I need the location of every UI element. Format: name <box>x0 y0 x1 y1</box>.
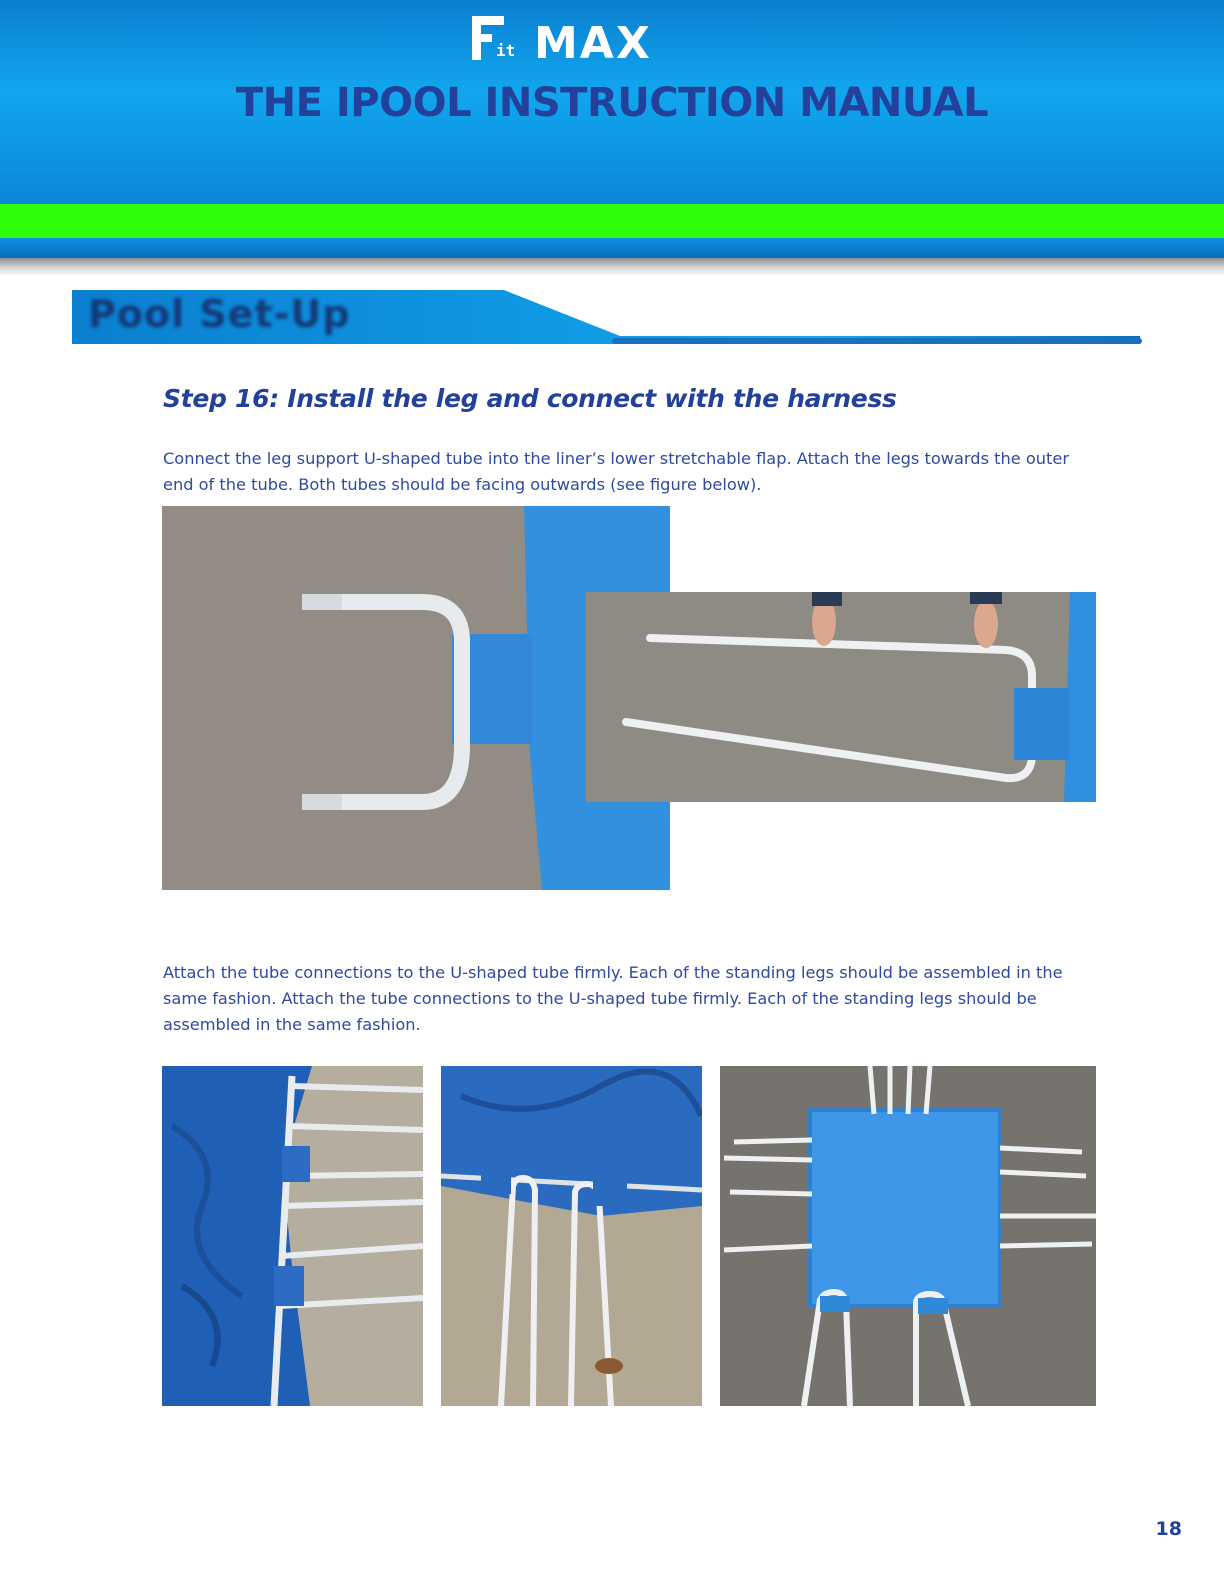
instruction-paragraph-1: Connect the leg support U-shaped tube into the liner’s lower stretchable flap. Attach the legs towards the outer end of the tube. Both tubes should be facing outwards (see figure below). <box>163 449 1069 494</box>
step-heading: Step 16: Install the leg and connect with the harness <box>163 384 897 413</box>
blue-accent-band <box>0 238 1224 258</box>
legs-closeup-photo <box>441 1066 702 1406</box>
header-shadow <box>0 258 1224 276</box>
page-number: 18 <box>1155 1518 1182 1540</box>
page-header <box>0 0 1224 204</box>
u-tube-held-by-hands-photo <box>586 592 1096 802</box>
manual-title: THE IPOOL INSTRUCTION MANUAL <box>235 80 989 126</box>
green-accent-band <box>0 204 1224 238</box>
assembled-frame-overview-photo <box>720 1066 1096 1406</box>
fitmax-logo <box>472 12 752 64</box>
legs-along-liner-edge-photo <box>162 1066 423 1406</box>
instruction-paragraph-2: Attach the tube connections to the U-shaped tube firmly. Each of the standing legs should be assembled in the same fashion. Attach the tube connections to the U-shaped tube firmly. Each of the standing legs should be assembled in the same fashion. <box>163 963 1063 1034</box>
svg-text:it: it <box>496 41 516 60</box>
fitmax-logo-graphic <box>472 12 752 64</box>
svg-text:MAX: MAX <box>534 18 652 64</box>
section-title: Pool Set-Up <box>88 292 351 336</box>
